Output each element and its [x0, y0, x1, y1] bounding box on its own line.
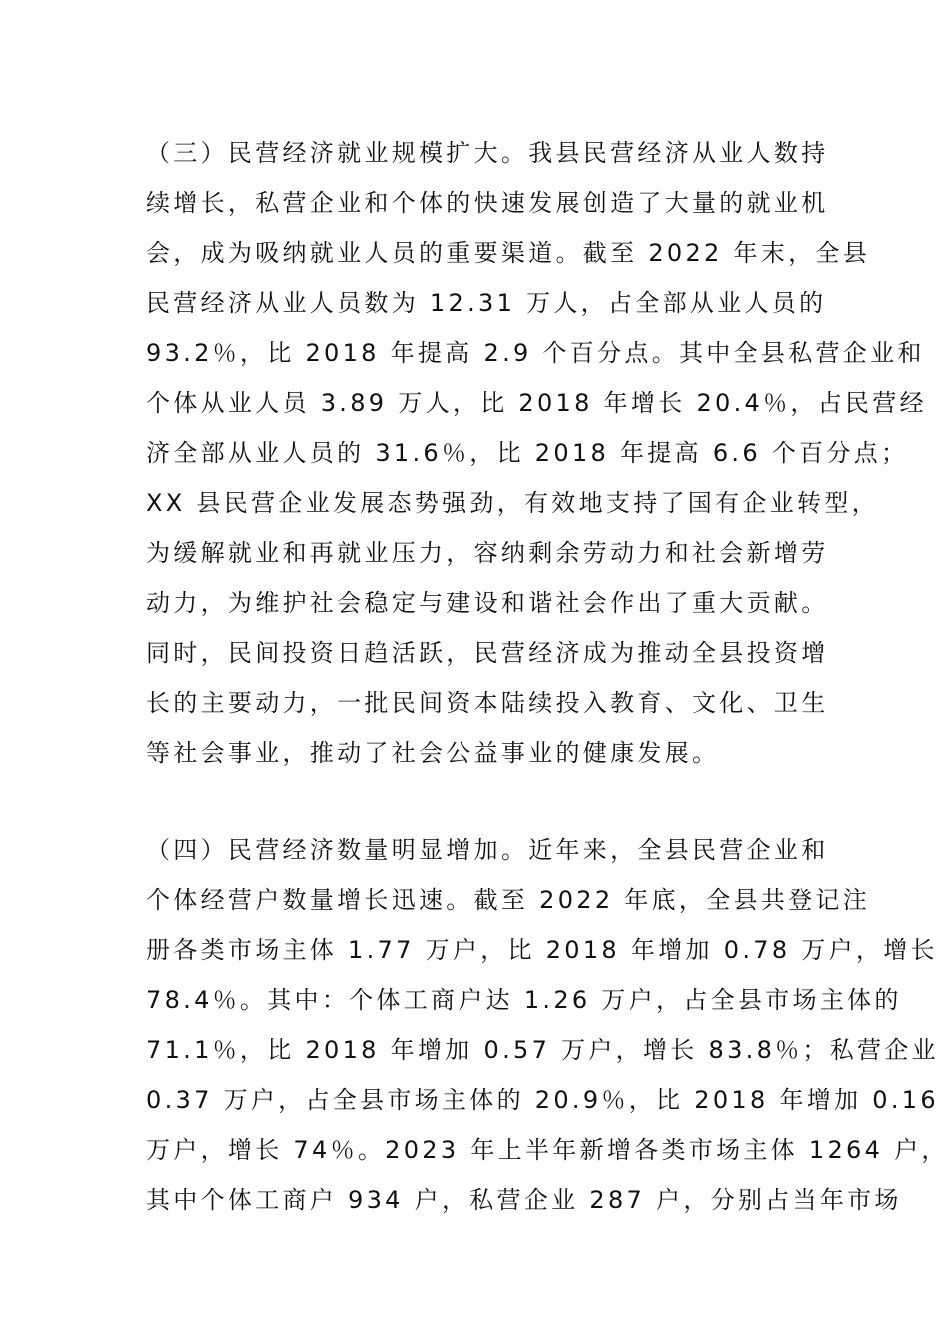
text-line: 个体从业人员 3.89 万人，比 2018 年增长 20.4％，占民营经 — [146, 389, 927, 417]
paragraph-private-economy-quantity — [146, 825, 949, 1225]
paragraph-private-economy-employment — [146, 128, 927, 778]
text-line: 等社会事业，推动了社会公益事业的健康发展。 — [146, 739, 720, 767]
text-line: 个体经营户数量增长迅速。截至 2022 年底，全县共登记注 — [146, 886, 871, 914]
text-line: 为缓解就业和再就业压力，容纳剩余劳动力和社会新增劳 — [146, 539, 829, 567]
text-line: 93.2％，比 2018 年提高 2.9 个百分点。其中全县私营企业和 — [146, 339, 925, 367]
text-line: 万户，增长 74％。2023 年上半年新增各类市场主体 1264 户， — [146, 1136, 949, 1164]
text-line: 动力，为维护社会稳定与建设和谐社会作出了重大贡献。 — [146, 589, 829, 617]
text-line: 其中个体工商户 934 户，私营企业 287 户，分别占当年市场 — [146, 1186, 902, 1214]
text-line: 长的主要动力，一批民间资本陆续投入教育、文化、卫生 — [146, 689, 829, 717]
text-line: 民营经济从业人员数为 12.31 万人，占全部从业人员的 — [146, 289, 827, 317]
text-line: 续增长，私营企业和个体的快速发展创造了大量的就业机 — [146, 189, 829, 217]
text-line: 71.1％，比 2018 年增加 0.57 万户，增长 83.8％；私营企业 — [146, 1036, 939, 1064]
text-line: 78.4％。其中：个体工商户达 1.26 万户，占全县市场主体的 — [146, 986, 902, 1014]
text-line: 同时，民间投资日趋活跃，民营经济成为推动全县投资增 — [146, 639, 829, 667]
text-line: （三）民营经济就业规模扩大。我县民营经济从业人数持 — [146, 139, 829, 167]
text-line: 册各类市场主体 1.77 万户，比 2018 年增加 0.78 万户，增长 — [146, 936, 938, 964]
text-line: 济全部从业人员的 31.6％，比 2018 年提高 6.6 个百分点； — [146, 439, 909, 467]
text-line: XX 县民营企业发展态势强劲，有效地支持了国有企业转型， — [146, 489, 879, 517]
text-line: 0.37 万户，占全县市场主体的 20.9％，比 2018 年增加 0.16 — [146, 1086, 939, 1114]
text-line: （四）民营经济数量明显增加。近年来，全县民营企业和 — [146, 836, 829, 864]
text-line: 会，成为吸纳就业人员的重要渠道。截至 2022 年末，全县 — [146, 239, 871, 267]
